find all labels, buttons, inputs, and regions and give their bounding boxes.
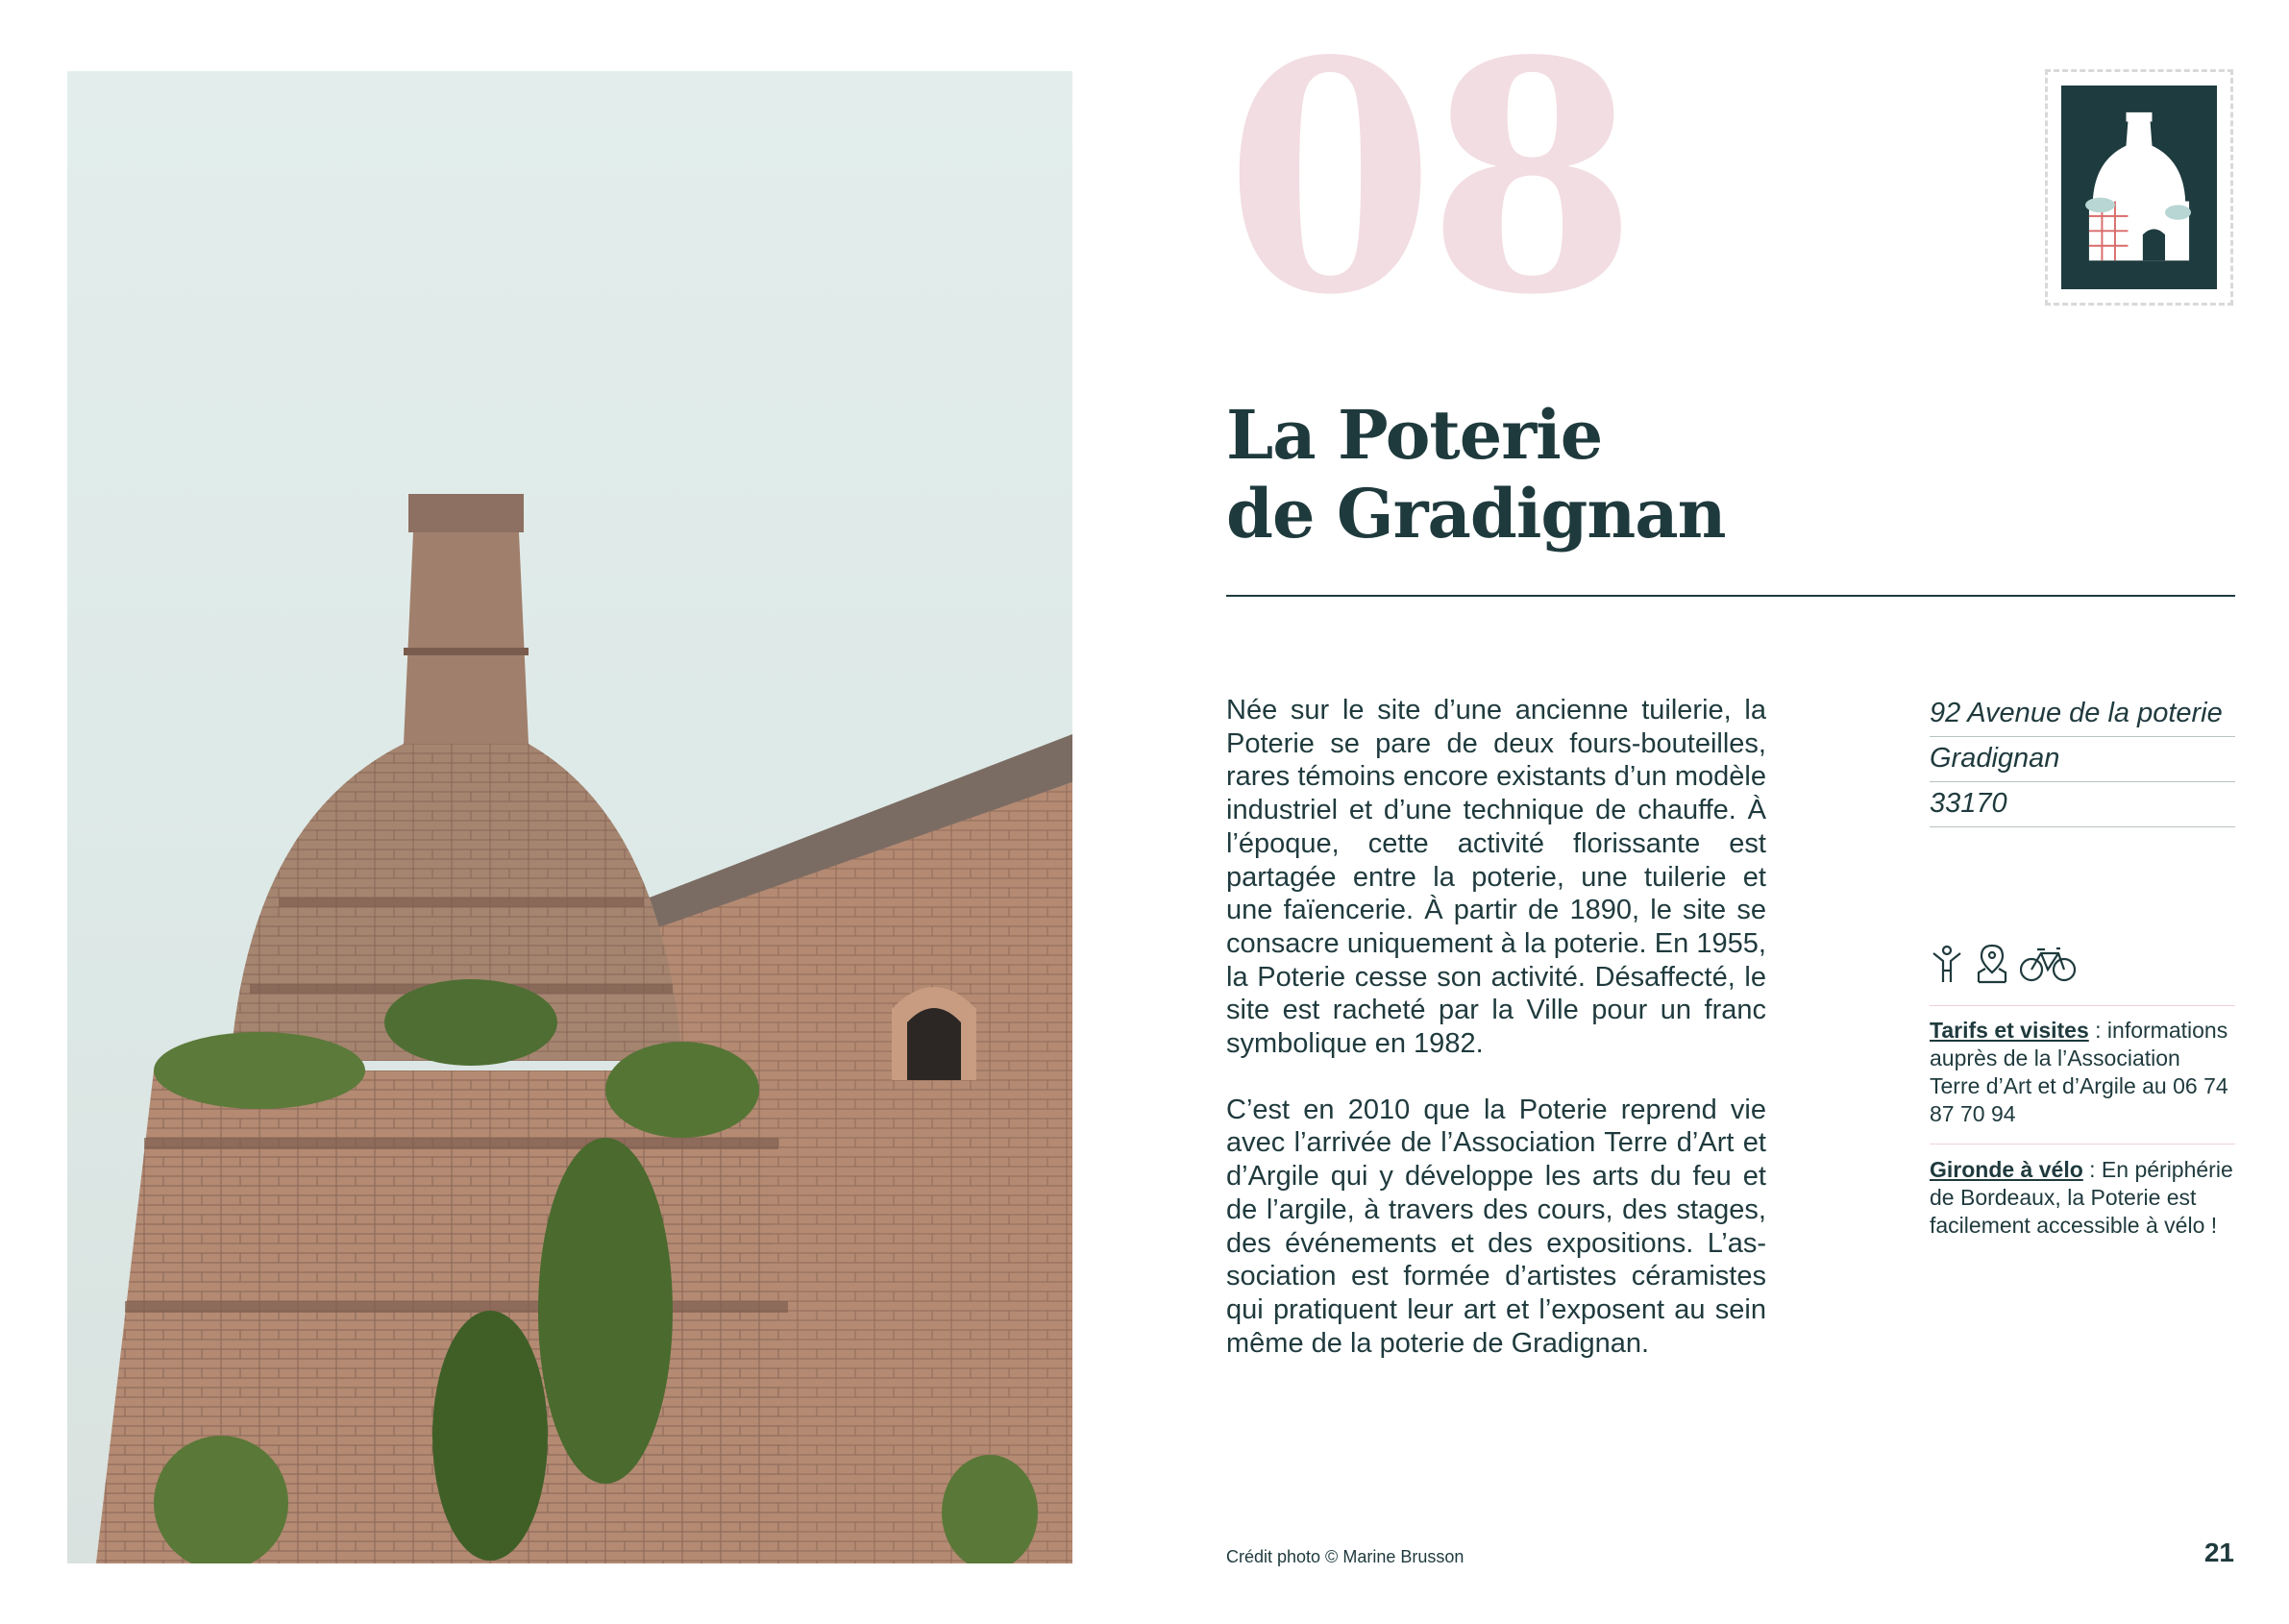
body-paragraph-2: C’est en 2010 que la Poterie reprend vie avec l’arrivée de l’Association Terre d’Art et d’Argile qui y développe les arts du feu et de l’argile, à travers des cours, des stages, des événements et des expositions. L’as-sociation est formée d’artistes céramistes qui pratiquent leur art et l’exposent au sein même de la poterie de Gradignan. <box>1226 1094 1766 1359</box>
velo-text: : En périphérie de Bordeaux, la Poterie est facilement accessible à vélo ! <box>1930 1157 2233 1238</box>
body-paragraph-1: Née sur le site d’une ancienne tuilerie, la Poterie se pare de deux fours-bouteilles, rares témoins encore existants d’un modèle industriel et d’une technique de chauffe. À l’époque, cette activité florissante est partagée entre la poterie, une tuilerie et une faïencerie. À partir de 1890, le site se consacre uniquement à la poterie. En 1955, la Poterie cesse son activité. Désaffecté, le site est racheté par la Ville pour un franc symbolique en 1982. <box>1226 695 1766 1060</box>
location-person-icon <box>1976 944 2008 984</box>
title-line-2: de Gradignan <box>1226 474 1726 554</box>
tarifs-text: : informations auprès de la l’Association Terre d’Art et d’Argile au 06 74 87 70 94 <box>1930 1018 2228 1126</box>
address-postcode: 33170 <box>1930 784 2235 827</box>
title-line-1: La Poterie <box>1226 395 1603 475</box>
title-divider <box>1226 595 2235 597</box>
body-text <box>1226 694 1766 1392</box>
chapter-number: 08 <box>1225 0 1631 364</box>
kiln-stamp-icon <box>2045 69 2233 306</box>
address-street: 92 Avenue de la poterie <box>1930 694 2235 737</box>
tarifs-label: Tarifs et visites <box>1930 1018 2089 1043</box>
address-block <box>1930 694 2235 829</box>
address-city: Gradignan <box>1930 739 2235 782</box>
photo-credit: Crédit photo © Marine Brusson <box>1226 1547 1464 1566</box>
info-velo <box>1930 1156 2235 1240</box>
info-separator-1 <box>1930 1005 2235 1006</box>
velo-label: Gironde à vélo <box>1930 1157 2083 1182</box>
page-number: 21 <box>2203 1538 2234 1567</box>
access-icons <box>1930 942 2076 986</box>
kiln-photo <box>67 71 1072 1563</box>
page-title <box>1226 396 2187 554</box>
info-tarifs <box>1930 1017 2235 1128</box>
person-icon <box>1930 944 1964 984</box>
bicycle-icon <box>2020 946 2076 982</box>
